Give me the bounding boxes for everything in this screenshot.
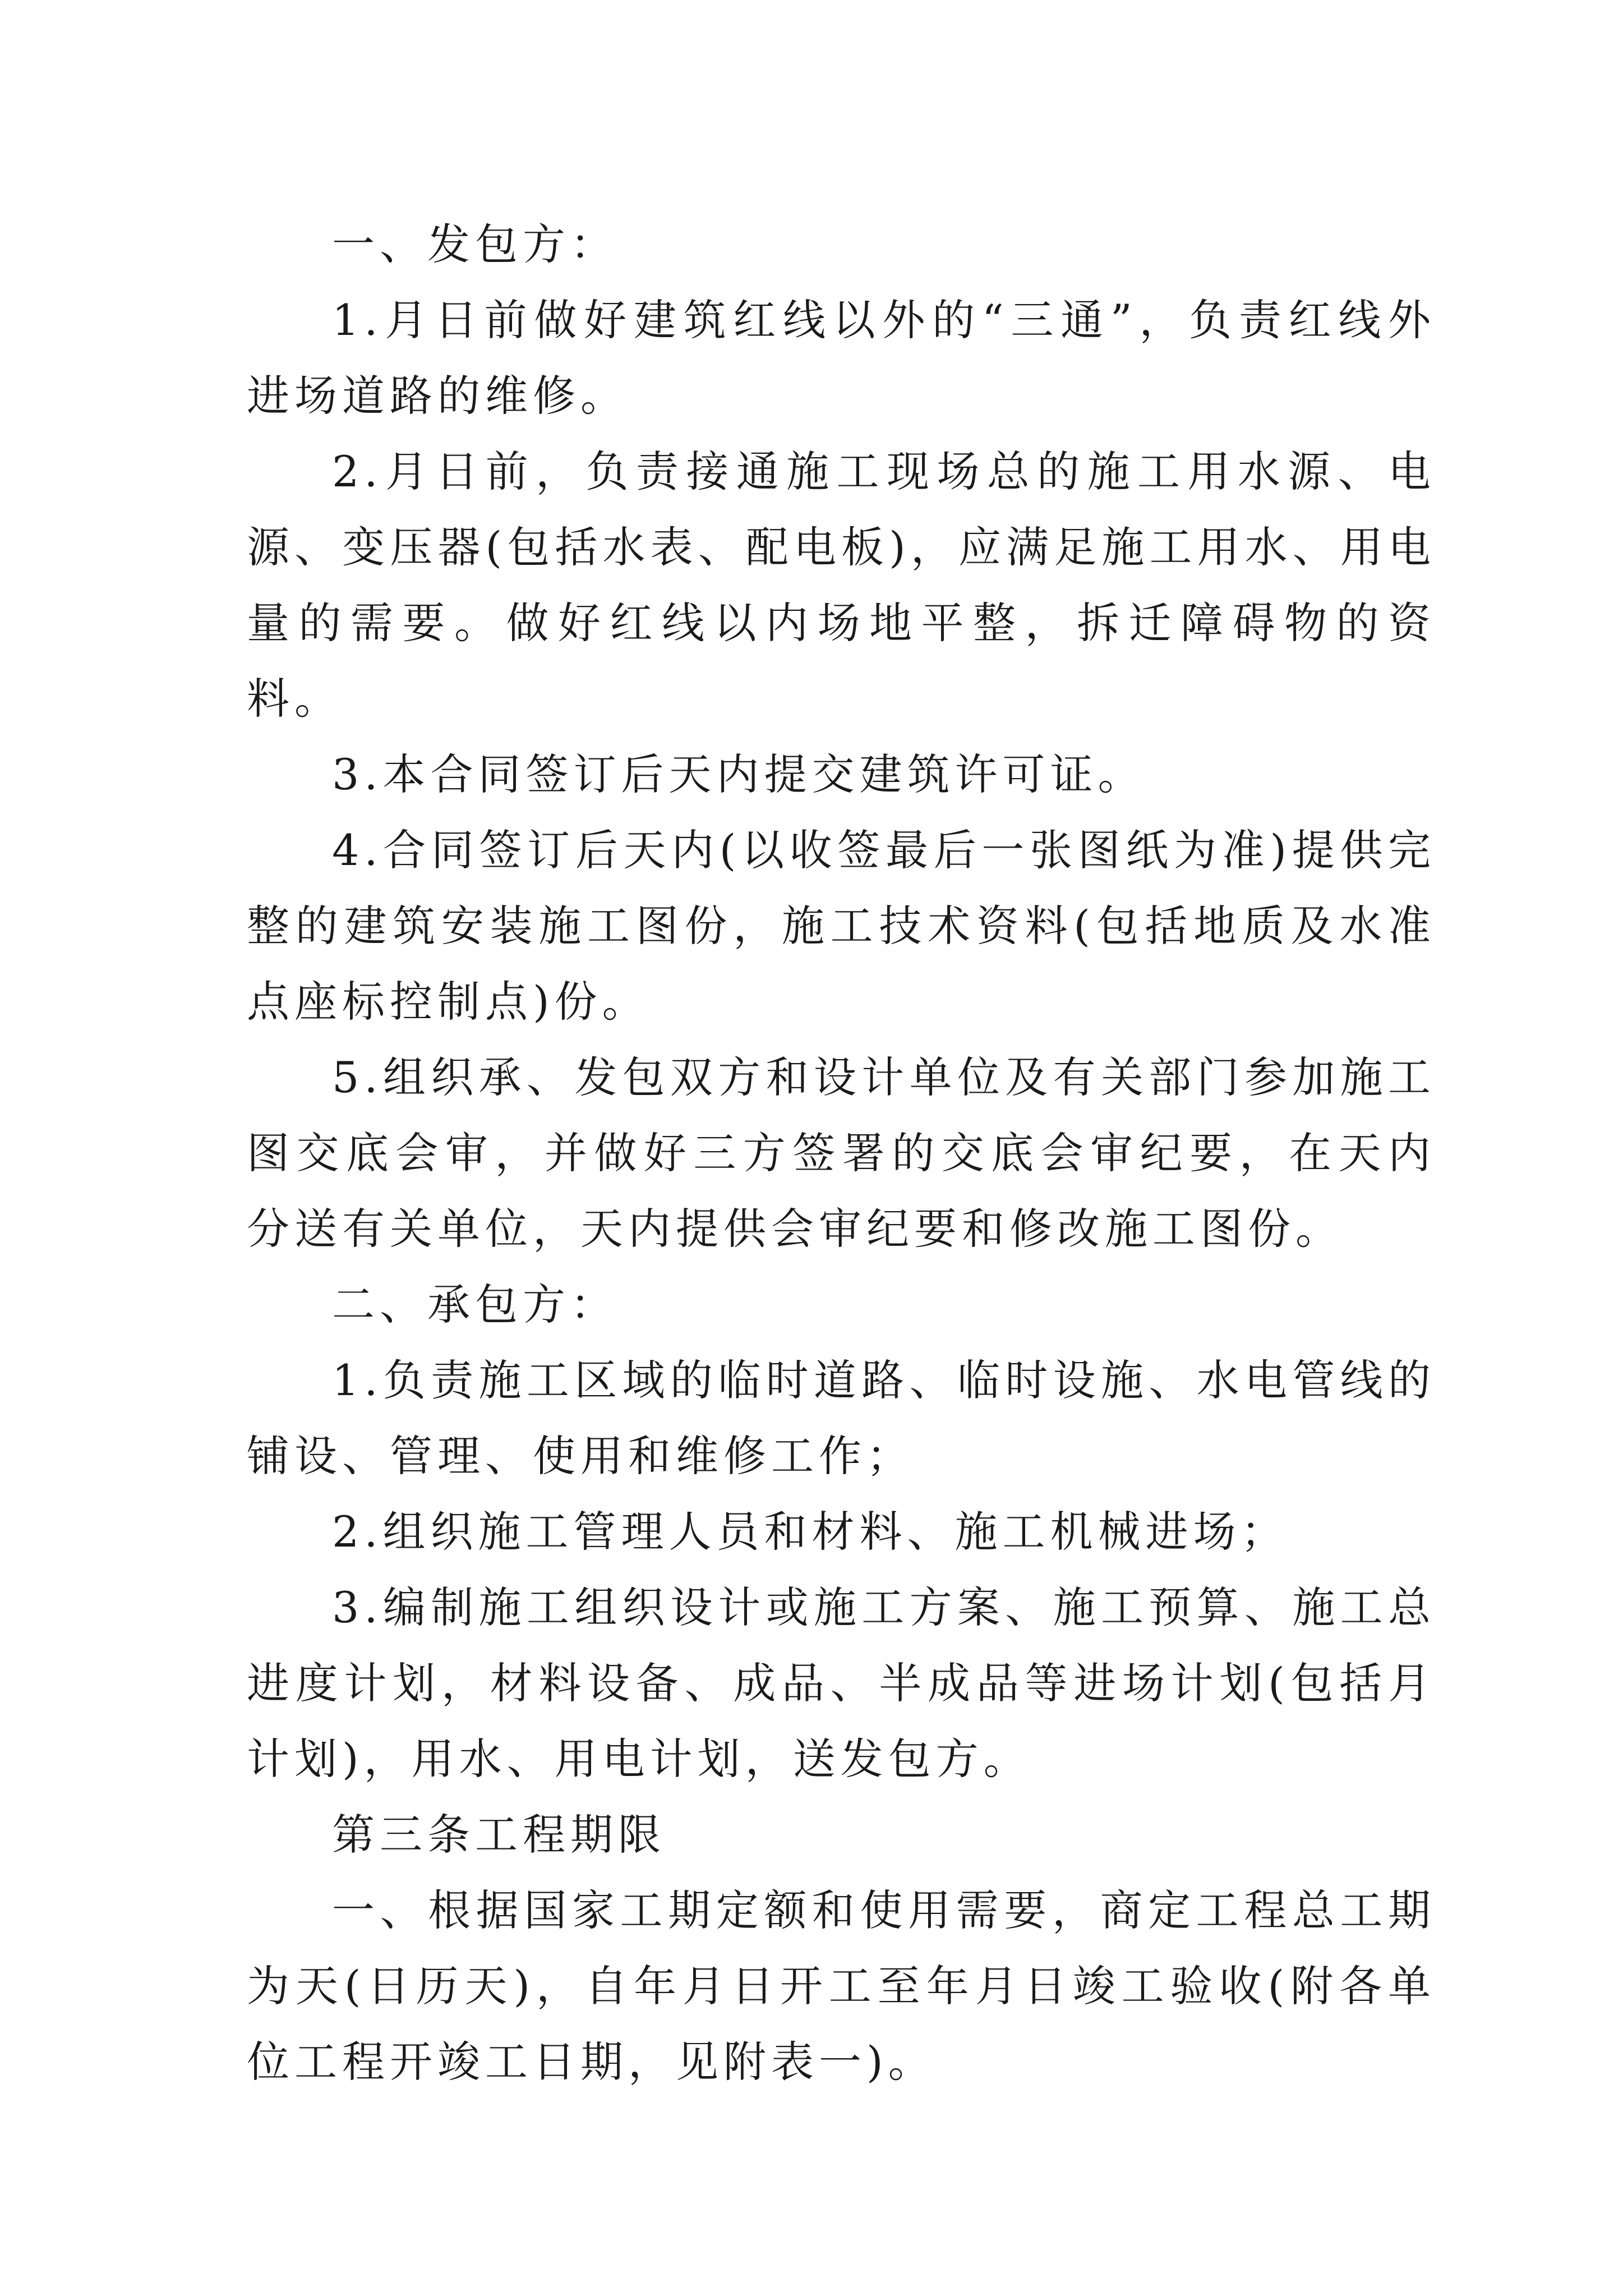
document-body [247,206,1436,2100]
paragraph-employer-item-4: 4.合同签订后天内(以收签最后一张图纸为准)提供完整的建筑安装施工图份，施工技术资料(包括地质及水准点座标控制点)份。 [247,825,1436,1027]
paragraph-contractor-item-3: 3.编制施工组织设计或施工方案、施工预算、施工总进度计划，材料设备、成品、半成品等进场计划(包括月计划)，用水、用电计划，送发包方。 [247,1582,1436,1784]
paragraph-employer-item-1: 1.月日前做好建筑红线以外的“三通”，负责红线外进场道路的维修。 [247,295,1436,421]
section-heading-article-3: 第三条工程期限 [332,1810,666,1860]
paragraph-contractor-heading: 二、承包方： [332,1280,618,1329]
paragraph-employer-heading: 一、发包方： [332,219,618,269]
paragraph-employer-item-5: 5.组织承、发包双方和设计单位及有关部门参加施工图交底会审，并做好三方签署的交底会审纪要，在天内分送有关单位，天内提供会审纪要和修改施工图份。 [247,1052,1436,1254]
paragraph-employer-item-2: 2.月日前，负责接通施工现场总的施工用水源、电源、变压器(包括水表、配电板)，应满足施工用水、用电量的需要。做好红线以内场地平整，拆迁障碍物的资料。 [247,447,1436,724]
paragraph-employer-item-3: 3.本合同签订后天内提交建筑许可证。 [332,749,1146,799]
paragraph-contractor-item-2: 2.组织施工管理人员和材料、施工机械进场； [332,1507,1289,1557]
paragraph-article-3-item-1: 一、根据国家工期定额和使用需要，商定工程总工期为天(日历天)，自年月日开工至年月日竣工验收(附各单位工程开竣工日期，见附表一)。 [247,1885,1436,2087]
paragraph-contractor-item-1: 1.负责施工区域的临时道路、临时设施、水电管线的铺设、管理、使用和维修工作； [247,1355,1436,1481]
